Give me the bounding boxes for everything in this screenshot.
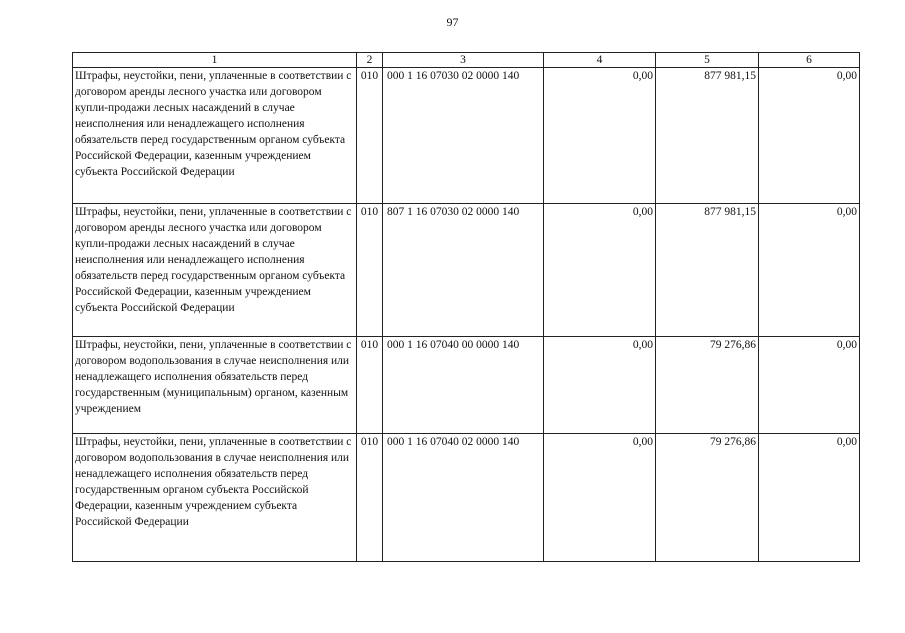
income-name-cell: Штрафы, неустойки, пени, уплаченные в соответствии с договором водопользования в случае неисполнения или ненадлежащего исполнения обязательств перед государственным органом субъекта Российской Федерации, казенным учреждением субъекта Российской Федерации <box>73 434 357 562</box>
column-header-1: 1 <box>73 53 357 68</box>
column-4-value-cell: 0,00 <box>544 337 656 434</box>
income-name-cell: Штрафы, неустойки, пени, уплаченные в соответствии с договором водопользования в случае неисполнения или ненадлежащего исполнения обязательств перед государственным (муниципальным) органом, казенным учреждением <box>73 337 357 434</box>
income-name-cell: Штрафы, неустойки, пени, уплаченные в соответствии с договором аренды лесного участка или договором купли-продажи лесных насаждений в случае неисполнения или ненадлежащего исполнения обязательств перед государственным органом субъекта Российской Федерации, казенным учреждением субъекта Российской Федерации <box>73 204 357 337</box>
budget-classification-code-cell: 000 1 16 07030 02 0000 140 <box>383 68 544 204</box>
column-header-6: 6 <box>759 53 860 68</box>
line-code-cell: 010 <box>357 68 383 204</box>
line-code-cell: 010 <box>357 204 383 337</box>
column-6-value-cell: 0,00 <box>759 204 860 337</box>
table-row <box>73 434 860 562</box>
column-6-value-cell: 0,00 <box>759 337 860 434</box>
column-header-3: 3 <box>383 53 544 68</box>
table-header-row <box>73 53 860 68</box>
income-name-cell: Штрафы, неустойки, пени, уплаченные в соответствии с договором аренды лесного участка или договором купли-продажи лесных насаждений в случае неисполнения или ненадлежащего исполнения обязательств перед государственным органом субъекта Российской Федерации, казенным учреждением субъекта Российской Федерации <box>73 68 357 204</box>
column-5-value-cell: 79 276,86 <box>656 434 759 562</box>
column-header-4: 4 <box>544 53 656 68</box>
column-header-5: 5 <box>656 53 759 68</box>
budget-classification-code-cell: 807 1 16 07030 02 0000 140 <box>383 204 544 337</box>
column-4-value-cell: 0,00 <box>544 434 656 562</box>
column-5-value-cell: 79 276,86 <box>656 337 759 434</box>
column-5-value-cell: 877 981,15 <box>656 68 759 204</box>
line-code-cell: 010 <box>357 434 383 562</box>
table-row <box>73 337 860 434</box>
table-row <box>73 204 860 337</box>
budget-classification-code-cell: 000 1 16 07040 00 0000 140 <box>383 337 544 434</box>
budget-classification-code-cell: 000 1 16 07040 02 0000 140 <box>383 434 544 562</box>
column-6-value-cell: 0,00 <box>759 434 860 562</box>
table-row <box>73 68 860 204</box>
page-number: 97 <box>446 15 459 29</box>
budget-table <box>72 52 860 562</box>
column-6-value-cell: 0,00 <box>759 68 860 204</box>
column-5-value-cell: 877 981,15 <box>656 204 759 337</box>
line-code-cell: 010 <box>357 337 383 434</box>
column-4-value-cell: 0,00 <box>544 68 656 204</box>
column-4-value-cell: 0,00 <box>544 204 656 337</box>
column-header-2: 2 <box>357 53 383 68</box>
